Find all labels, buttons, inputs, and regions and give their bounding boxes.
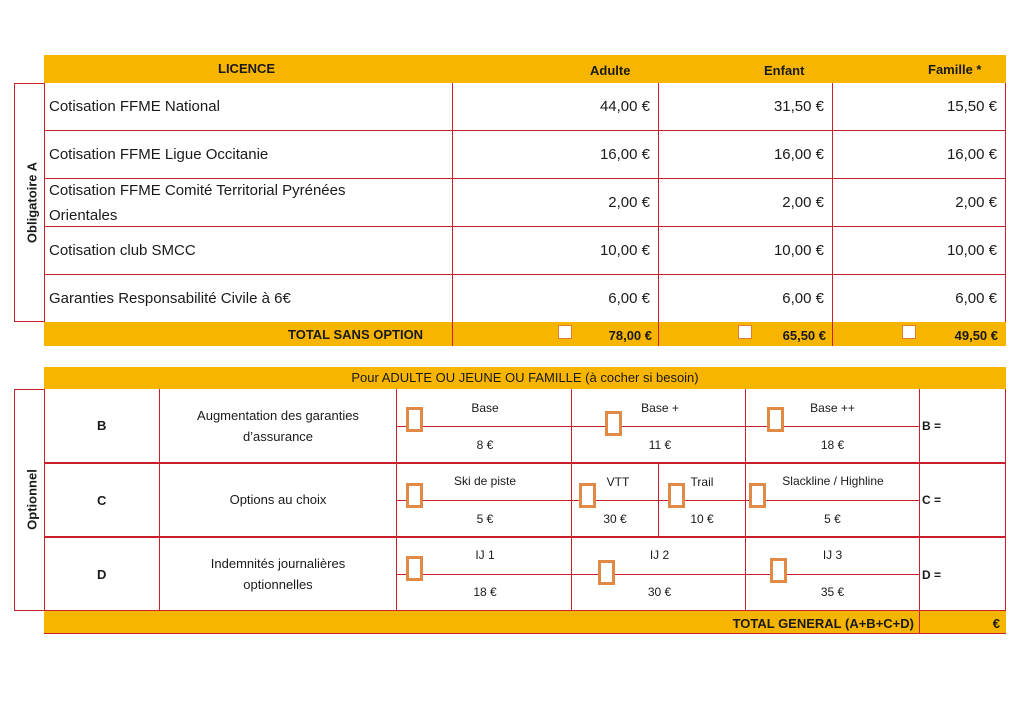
slackline-checkbox[interactable]: [749, 483, 766, 508]
row-code: D: [97, 567, 107, 582]
enfant-value: 10,00 €: [773, 242, 824, 259]
choice-price: 5 €: [824, 512, 841, 526]
famille-value: 6,00 €: [955, 290, 997, 307]
total-famille: 49,50 €: [954, 328, 998, 343]
adulte-value: 44,00 €: [599, 98, 650, 115]
enfant-value: 6,00 €: [782, 290, 824, 307]
row-code: B: [97, 418, 107, 433]
trail-checkbox[interactable]: [668, 483, 685, 508]
row-label: Cotisation FFME Ligue Occitanie: [49, 146, 269, 163]
col-famille-header: Famille *: [928, 62, 982, 77]
total-adulte: 78,00 €: [608, 328, 652, 343]
col-adulte-header: Adulte: [590, 63, 631, 78]
adulte-value: 16,00 €: [599, 146, 650, 163]
col-enfant-header: Enfant: [764, 63, 805, 78]
choice-name: Ski de piste: [453, 474, 517, 488]
row-label: Cotisation club SMCC: [49, 242, 196, 259]
choice-price: 10 €: [690, 512, 714, 526]
row-desc-line1: Indemnités journalières: [210, 556, 346, 571]
row-desc-line2: d’assurance: [242, 429, 314, 444]
obligatoire-label: Obligatoire A: [24, 161, 40, 244]
ij1-checkbox[interactable]: [406, 556, 423, 581]
vtt-checkbox[interactable]: [579, 483, 596, 508]
total-bar: [44, 322, 1006, 346]
options-header: Pour ADULTE OU JEUNE OU FAMILLE (à cocher si besoin): [351, 370, 699, 385]
row-desc-line2: optionnelles: [243, 577, 313, 592]
choice-name: Base: [471, 401, 499, 415]
adulte-value: 2,00 €: [608, 194, 650, 211]
result-label: B =: [922, 419, 942, 433]
row-code: C: [97, 493, 107, 508]
choice-price: 30 €: [647, 585, 672, 599]
row-desc-line1: Augmentation des garanties: [197, 408, 359, 423]
choice-name: IJ 3: [822, 548, 843, 562]
choice-name: VTT: [606, 475, 630, 489]
row-label: Cotisation FFME National: [49, 98, 220, 115]
licence-title: LICENCE: [218, 61, 276, 76]
base-checkbox[interactable]: [406, 407, 423, 432]
choice-name: Trail: [690, 475, 714, 489]
total-sans-option-label: TOTAL SANS OPTION: [288, 327, 424, 342]
row-label-line2: Orientales: [49, 207, 118, 224]
adulte-value: 6,00 €: [608, 290, 650, 307]
total-enfant: 65,50 €: [782, 328, 826, 343]
choice-name: IJ 1: [475, 548, 495, 562]
row-label-line1: Cotisation FFME Comité Territorial Pyrénées: [49, 182, 346, 199]
choice-name: IJ 2: [649, 548, 670, 562]
famille-value: 10,00 €: [946, 242, 997, 259]
licence-header-bar: [44, 55, 1006, 83]
choice-price: 11 €: [648, 438, 672, 452]
ski-checkbox[interactable]: [406, 483, 423, 508]
choice-price: 35 €: [820, 585, 845, 599]
choice-price: 18 €: [820, 438, 845, 452]
result-label: D =: [922, 568, 942, 582]
choice-price: 30 €: [603, 512, 627, 526]
famille-value: 16,00 €: [946, 146, 997, 163]
ij2-checkbox[interactable]: [598, 560, 615, 585]
row-label: Garanties Responsabilité Civile à 6€: [49, 290, 291, 307]
choice-price: 8 €: [476, 438, 494, 452]
choice-price: 5 €: [476, 512, 494, 526]
adulte-value: 10,00 €: [599, 242, 650, 259]
enfant-value: 31,50 €: [773, 98, 824, 115]
row-desc: Options au choix: [229, 492, 327, 507]
total-general-value: €: [992, 616, 1000, 631]
choice-name: Base +: [641, 401, 679, 415]
choice-name: Base ++: [810, 401, 855, 415]
total-general-label: TOTAL GENERAL (A+B+C+D): [732, 616, 914, 631]
enfant-value: 16,00 €: [773, 146, 824, 163]
choice-price: 18 €: [473, 585, 497, 599]
optionnel-label: Optionnel: [24, 469, 40, 530]
famille-value: 2,00 €: [955, 194, 997, 211]
result-label: C =: [922, 493, 942, 507]
choice-name: Slackline / Highline: [782, 474, 884, 488]
enfant-value: 2,00 €: [782, 194, 824, 211]
famille-value: 15,50 €: [946, 98, 997, 115]
base-plus-plus-checkbox[interactable]: [767, 407, 784, 432]
